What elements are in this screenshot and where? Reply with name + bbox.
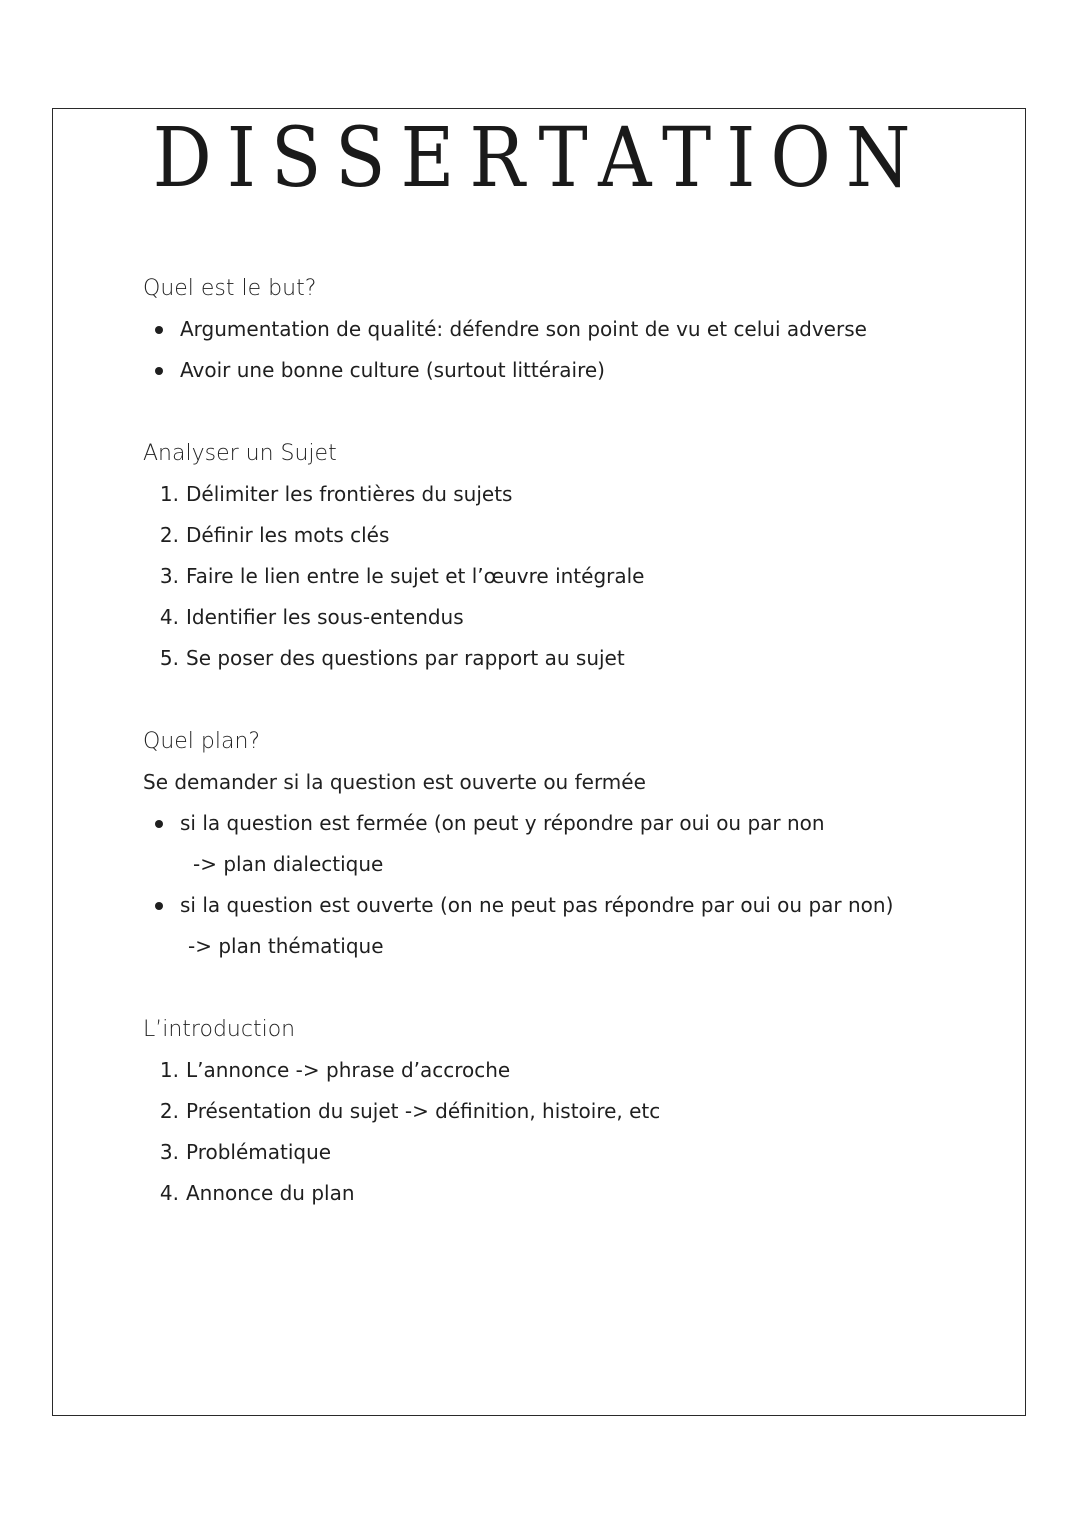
numbered-list-analyser bbox=[143, 474, 983, 679]
list-item: Argumentation de qualité: défendre son point de vu et celui adverse bbox=[143, 309, 983, 350]
bullet-list-but bbox=[143, 309, 983, 391]
plan-sub-dialectique: -> plan dialectique bbox=[193, 852, 384, 876]
list-item: 4. Identifier les sous-entendus bbox=[159, 605, 464, 629]
plan-intro-text: Se demander si la question est ouverte ou fermée bbox=[143, 770, 646, 794]
bullet-dot-icon bbox=[155, 367, 163, 375]
numbered-list-introduction bbox=[143, 1050, 983, 1214]
section-heading-but: Quel est le but? bbox=[143, 276, 317, 301]
section-heading-plan: Quel plan? bbox=[143, 729, 261, 754]
document-body bbox=[143, 268, 983, 1214]
list-item: 2. Présentation du sujet -> définition, histoire, etc bbox=[159, 1099, 661, 1123]
list-item: si la question est ouverte (on ne peut pas répondre par oui ou par non) bbox=[143, 885, 983, 926]
bullet-dot-icon bbox=[155, 326, 163, 334]
page-title: DISSERTATION bbox=[152, 111, 926, 206]
section-heading-analyser: Analyser un Sujet bbox=[143, 441, 337, 466]
list-item: 5. Se poser des questions par rapport au sujet bbox=[159, 646, 625, 670]
bullet-dot-icon bbox=[155, 902, 163, 910]
list-item: 1. L’annonce -> phrase d’accroche bbox=[159, 1058, 511, 1082]
list-item: Avoir une bonne culture (surtout littéraire) bbox=[143, 350, 983, 391]
section-heading-introduction: L’introduction bbox=[143, 1017, 296, 1042]
list-item: 1. Délimiter les frontières du sujets bbox=[159, 482, 513, 506]
plan-sub-thematique: -> plan thématique bbox=[188, 934, 384, 958]
bullet-list-plan-2 bbox=[143, 885, 983, 926]
list-item: 3. Problématique bbox=[159, 1140, 332, 1164]
list-item: 4. Annonce du plan bbox=[159, 1181, 355, 1205]
list-item: 3. Faire le lien entre le sujet et l’œuvre intégrale bbox=[159, 564, 645, 588]
bullet-list-plan bbox=[143, 803, 983, 844]
list-item: 2. Définir les mots clés bbox=[159, 523, 390, 547]
list-item: si la question est fermée (on peut y répondre par oui ou par non bbox=[143, 803, 983, 844]
bullet-dot-icon bbox=[155, 820, 163, 828]
